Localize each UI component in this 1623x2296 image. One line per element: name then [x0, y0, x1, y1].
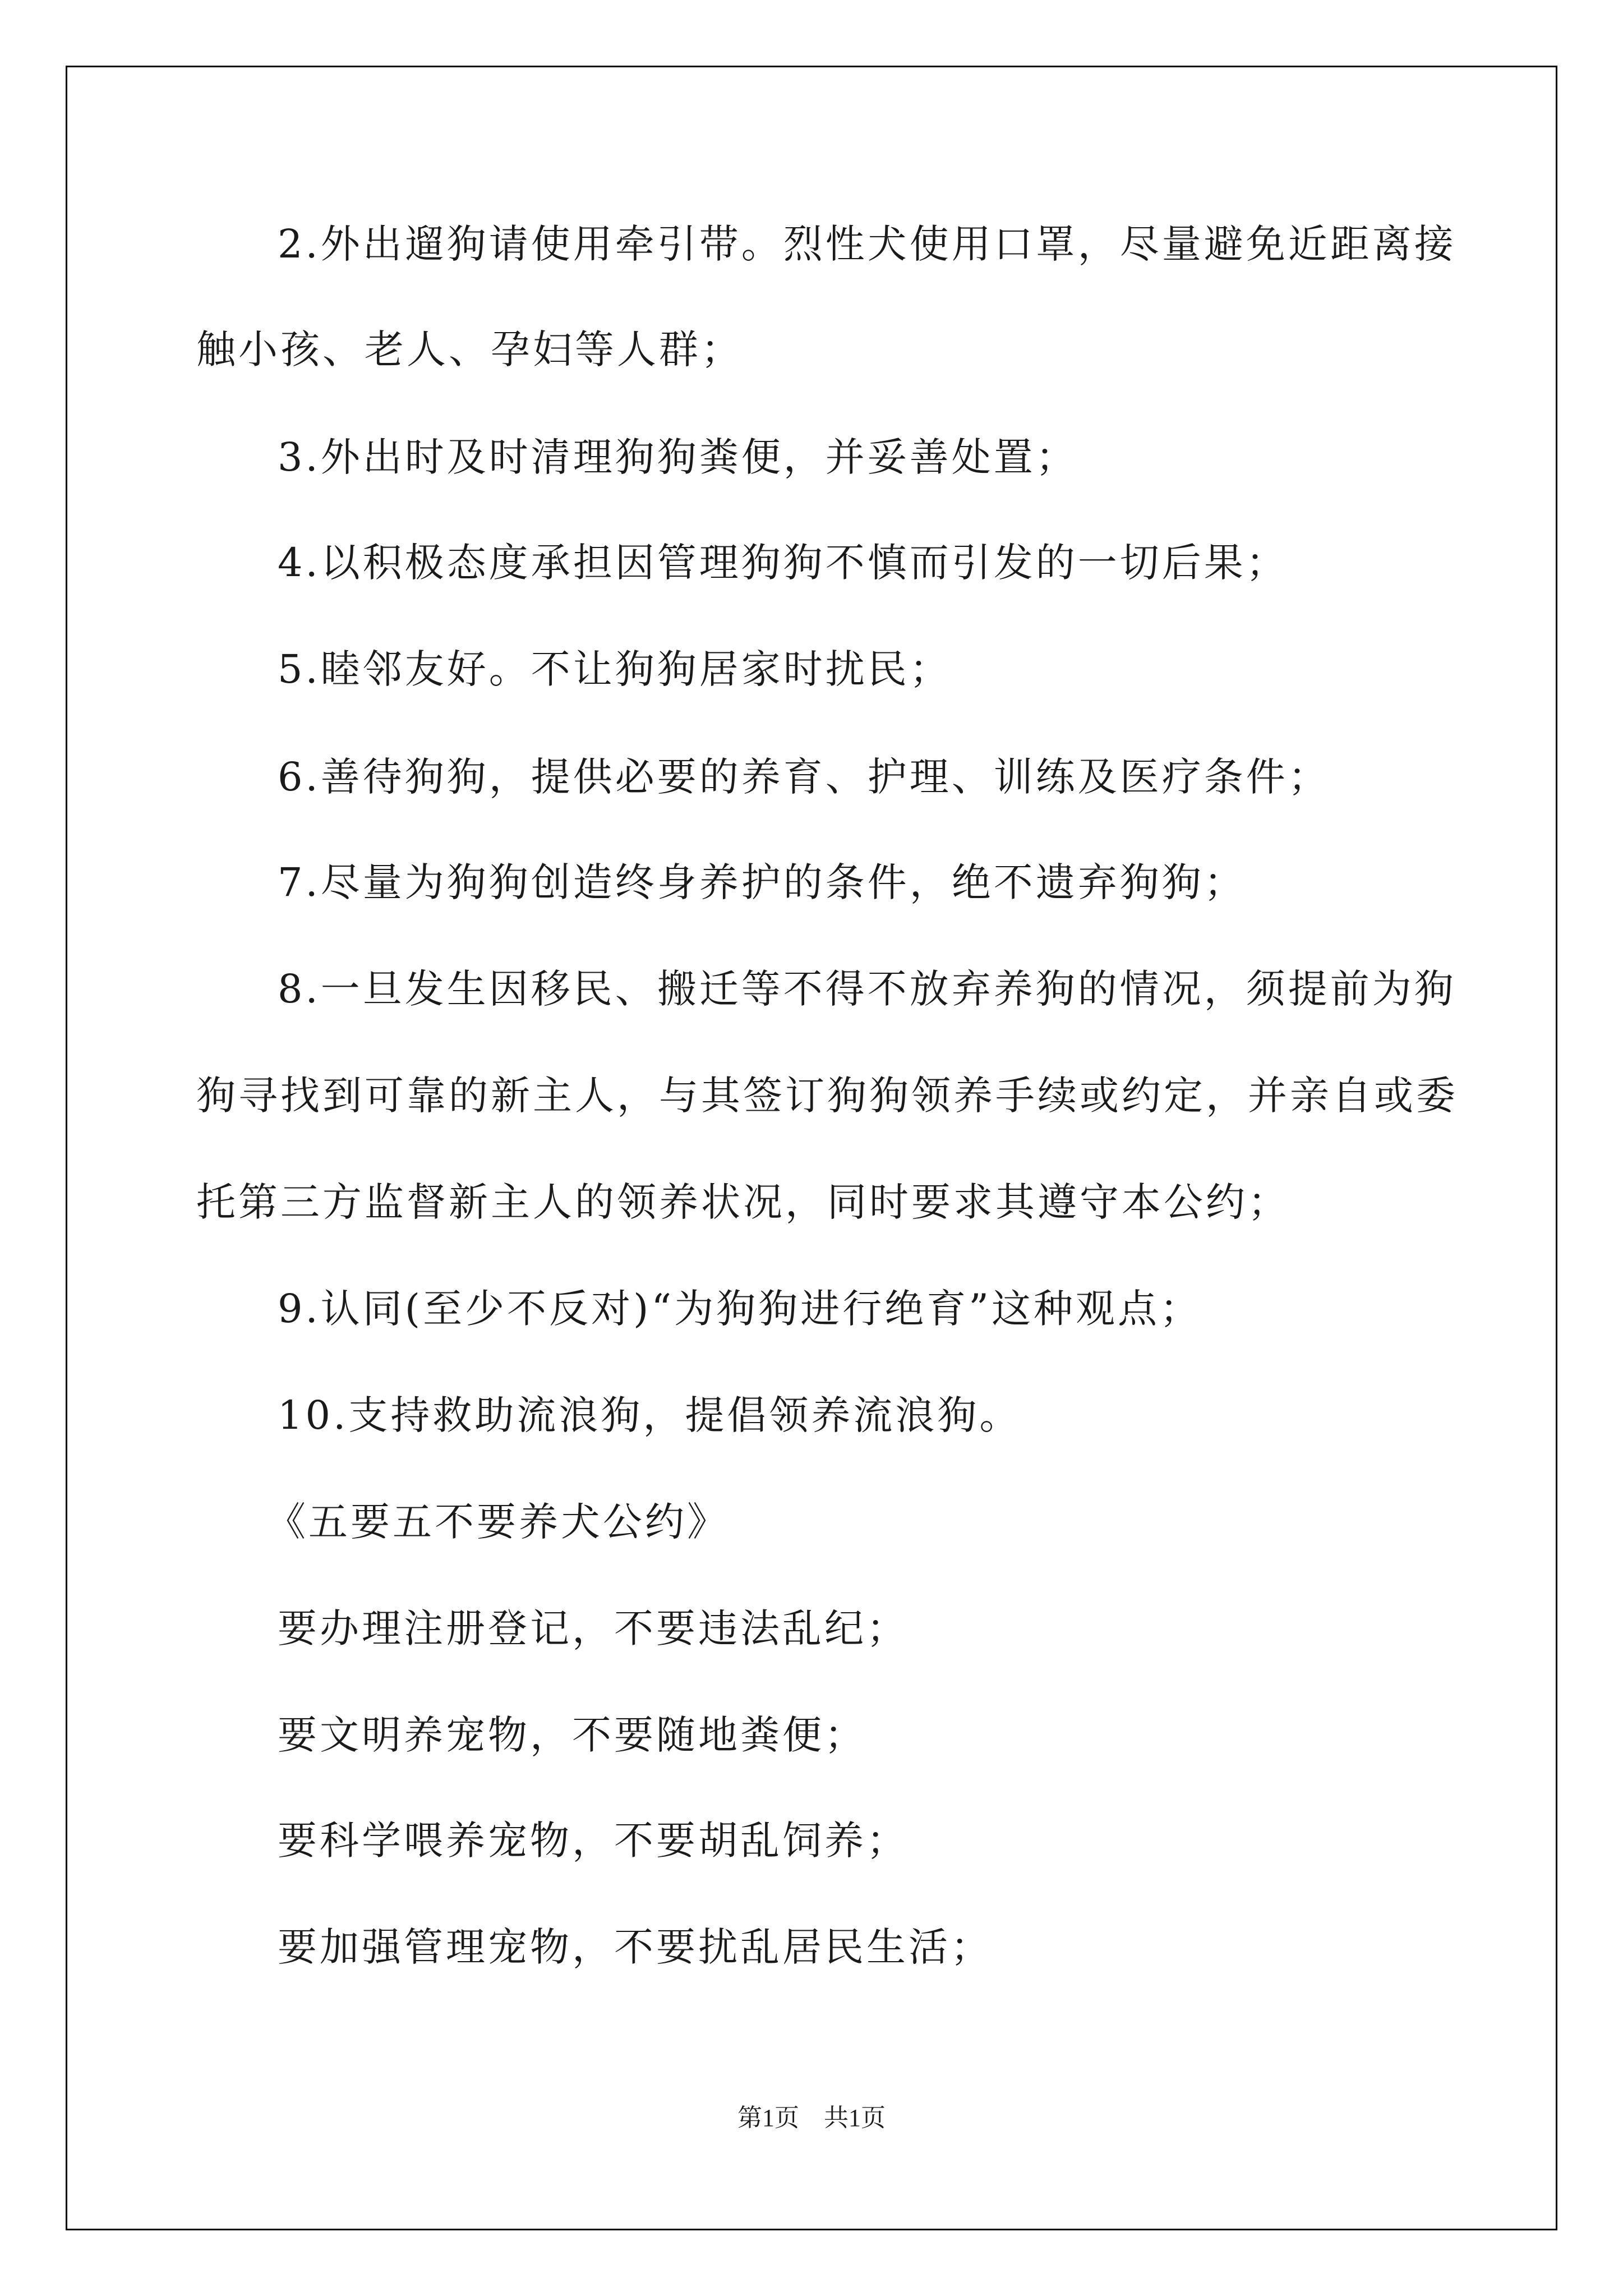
- page-border: [66, 66, 1557, 2230]
- list-item-8-line-3: 托第三方监督新主人的领养状况，同时要求其遵守本公约；: [196, 1179, 1290, 1225]
- list-item-8-line-2: 狗寻找到可靠的新主人，与其签订狗狗领养手续或约定，并亲自或委: [196, 1073, 1458, 1119]
- list-item-7: 7.尽量为狗狗创造终身养护的条件，绝不遗弃狗狗；: [278, 859, 1246, 905]
- section-title: 《五要五不要养犬公约》: [266, 1499, 729, 1545]
- list-item-5: 5.睦邻友好。不让狗狗居家时扰民；: [278, 646, 952, 692]
- list-item-2-line-2: 触小孩、老人、孕妇等人群；: [196, 326, 743, 372]
- pledge-item-1: 要办理注册登记，不要违法乱纪；: [278, 1605, 909, 1651]
- list-item-6: 6.善待狗狗，提供必要的养育、护理、训练及医疗条件；: [278, 754, 1330, 800]
- list-item-9: 9.认同(至少不反对)“为狗狗进行绝育”这种观点；: [278, 1286, 1202, 1332]
- pledge-item-3: 要科学喂养宠物，不要胡乱饲养；: [278, 1818, 909, 1864]
- page-footer: 第1页 共1页: [737, 2104, 886, 2132]
- list-item-2-line-1: 2.外出遛狗请使用牵引带。烈性犬使用口罩，尽量避免近距离接: [278, 221, 1456, 267]
- pledge-item-4: 要加强管理宠物，不要扰乱居民生活；: [278, 1924, 993, 1970]
- list-item-3: 3.外出时及时清理狗狗粪便，并妥善处置；: [278, 434, 1078, 480]
- list-item-10: 10.支持救助流浪狗，提倡领养流浪狗。: [278, 1392, 1022, 1438]
- list-item-8-line-1: 8.一旦发生因移民、搬迁等不得不放弃养狗的情况，须提前为狗: [278, 966, 1456, 1012]
- list-item-4: 4.以积极态度承担因管理狗狗不慎而引发的一切后果；: [278, 540, 1288, 586]
- pledge-item-2: 要文明养宠物，不要随地粪便；: [278, 1712, 866, 1758]
